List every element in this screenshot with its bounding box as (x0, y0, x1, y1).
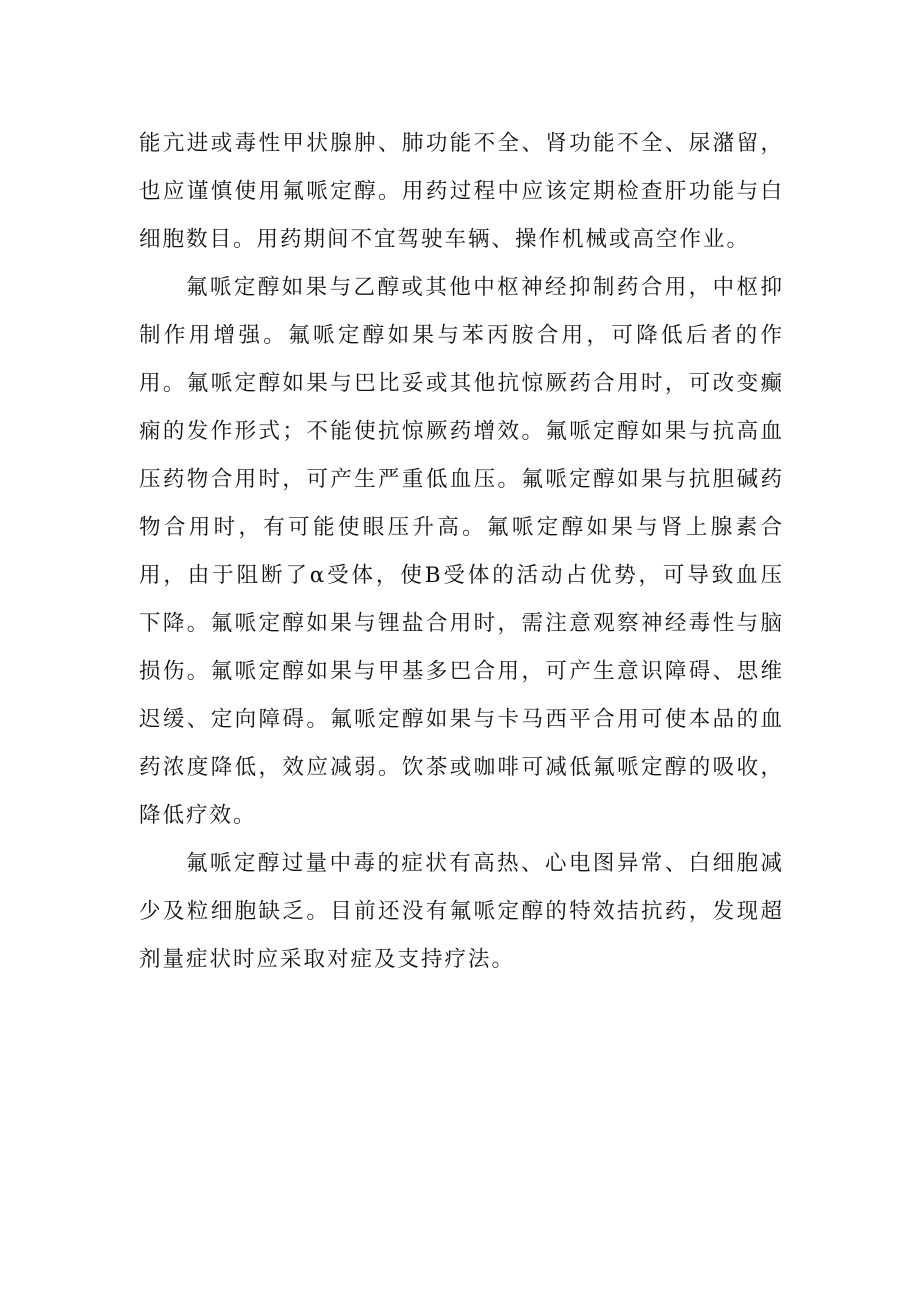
paragraph-overdose: 氟哌定醇过量中毒的症状有高热、心电图异常、白细胞减少及粒细胞缺乏。目前还没有氟哌定醇的特效拮抗药，发现超剂量症状时应采取对症及支持疗法。 (139, 851, 784, 972)
paragraph-contraindications: 能亢进或毒性甲状腺肿、肺功能不全、肾功能不全、尿潴留，也应谨慎使用氟哌定醇。用药过程中应该定期检查肝功能与白细胞数目。用药期间不宜驾驶车辆、操作机械或高空作业。 (139, 131, 784, 252)
document-body (139, 120, 784, 984)
paragraph-drug-interactions: 氟哌定醇如果与乙醇或其他中枢神经抑制药合用，中枢抑制作用增强。氟哌定醇如果与苯丙胺合用，可降低后者的作用。氟哌定醇如果与巴比妥或其他抗惊厥药合用时，可改变癫痫的发作形式；不能使抗惊厥药增效。氟哌定醇如果与抗高血压药物合用时，可产生严重低血压。氟哌定醇如果与抗胆碱药物合用时，有可能使眼压升高。氟哌定醇如果与肾上腺素合用，由于阻断了α受体，使B受体的活动占优势，可导致血压下降。氟哌定醇如果与锂盐合用时，需注意观察神经毒性与脑损伤。氟哌定醇如果与甲基多巴合用，可产生意识障碍、思维迟缓、定向障碍。氟哌定醇如果与卡马西平合用可使本品的血药浓度降低，效应减弱。饮茶或咖啡可减低氟哌定醇的吸收，降低疗效。 (139, 275, 784, 828)
